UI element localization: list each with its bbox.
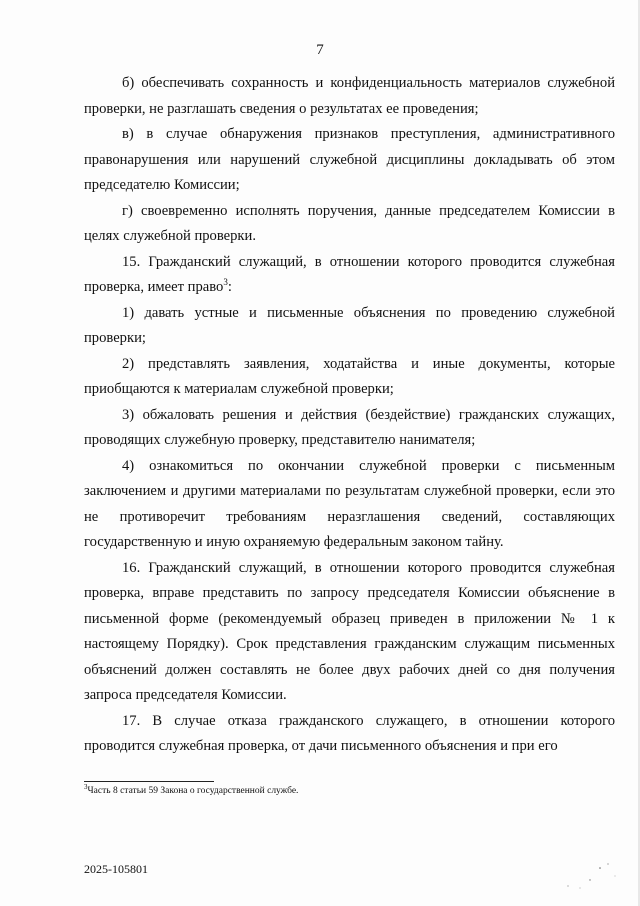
paragraph-15 — [84, 250, 615, 301]
footnote-reference: 3 — [223, 277, 228, 288]
paragraph-15-1: 1) давать устные и письменные объяснения по проведению служебной проверки; — [84, 304, 615, 346]
footnote-text: Часть 8 статьи 59 Закона о государственной службе. — [87, 786, 299, 796]
paragraph-15-2: 2) представлять заявления, ходатайства и иные документы, которые приобщаются к материалам служебной проверки; — [84, 355, 615, 397]
paragraph-15-3: 3) обжаловать решения и действия (бездействие) гражданских служащих, проводящих служебную проверку, представителю нанимателя; — [84, 406, 615, 448]
footnote — [84, 782, 299, 797]
document-number: 2025-105801 — [84, 862, 148, 876]
paragraph-v: в) в случае обнаружения признаков преступления, административного правонарушения или нарушений служебной дисциплины докладывать об этом председателю Комиссии; — [84, 126, 615, 193]
paragraph-15-colon: : — [227, 279, 232, 295]
footnote-separator — [84, 781, 214, 782]
paragraph-b: б) обеспечивать сохранность и конфиденциальность материалов служебной проверки, не разглашать сведения о результатах ее проведения; — [84, 75, 615, 117]
paragraph-17: 17. В случае отказа гражданского служащего, в отношении которого проводится служебная проверка, от дачи письменного объяснения и при его — [84, 712, 615, 754]
body-text — [84, 71, 615, 760]
paragraph-15-4: 4) ознакомиться по окончании служебной проверки с письменным заключением и другими материалами по результатам служебной проверки, если это не противоречит требованиям неразглашения сведений, составляющих государственную и иную охраняемую федеральным законом тайну. — [84, 457, 615, 550]
paragraph-15-text: 15. Гражданский служащий, в отношении которого проводится служебная проверка, имеет право — [84, 253, 615, 295]
paragraph-16: 16. Гражданский служащий, в отношении которого проводится служебная проверка, вправе представить по запросу председателя Комиссии объяснение в письменной форме (рекомендуемый образец приведен в приложении № 1 к настоящему Порядку). Срок представления гражданским служащим письменных объяснений должен составлять не более двух рабочих дней со дня получения запроса председателя Комиссии. — [84, 559, 615, 703]
scan-specks — [560, 858, 630, 898]
page-number: 7 — [316, 42, 324, 58]
paragraph-g: г) своевременно исполнять поручения, данные председателем Комиссии в целях служебной проверки. — [84, 202, 615, 244]
footnote-marker: 3 — [84, 782, 88, 791]
